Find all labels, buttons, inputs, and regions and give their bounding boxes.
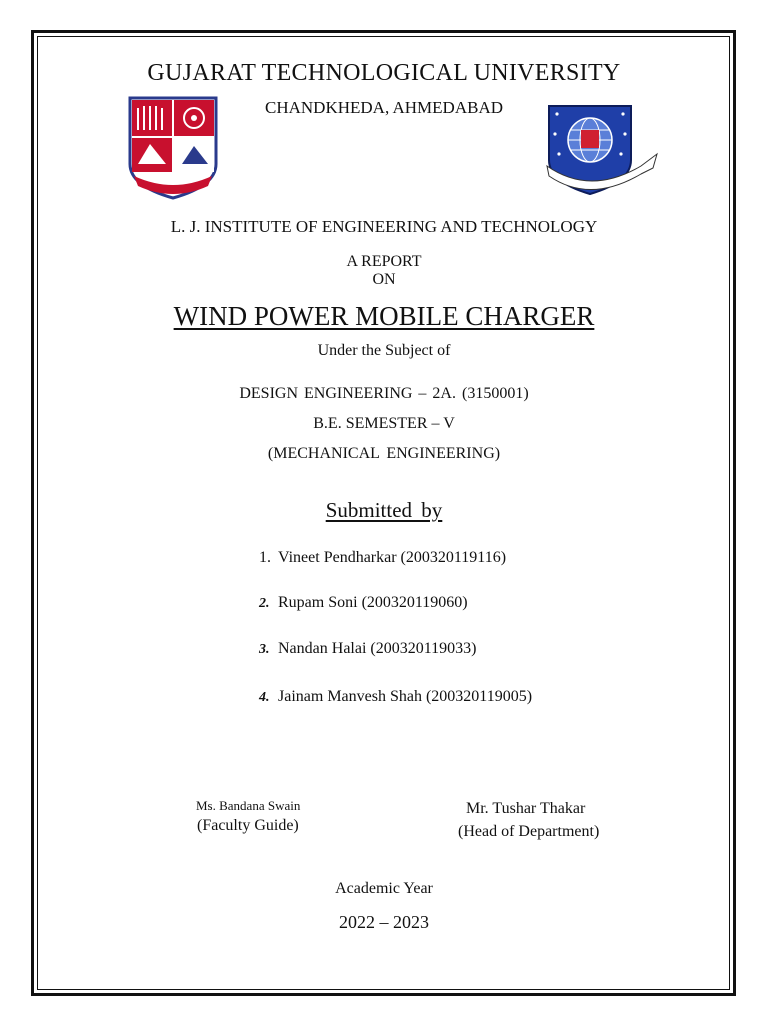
academic-year-value: 2022 – 2023 xyxy=(339,912,429,932)
member-item xyxy=(259,640,476,658)
submitted-by-heading xyxy=(0,498,768,523)
faculty-guide-name: Ms. Bandana Swain xyxy=(196,798,301,813)
member-item xyxy=(259,688,532,706)
member-number: 4. xyxy=(259,690,270,705)
member-name: Nandan Halai (200320119033) xyxy=(278,640,477,657)
report-title-text: WIND POWER MOBILE CHARGER xyxy=(173,301,595,331)
report-on-label: ON xyxy=(372,271,396,288)
member-item xyxy=(259,594,468,612)
member-name: Jainam Manvesh Shah (200320119005) xyxy=(278,688,533,705)
report-label: A REPORT xyxy=(346,253,422,270)
member-name: Rupam Soni (200320119060) xyxy=(278,594,468,611)
under-subject-label: Under the Subject of xyxy=(317,342,451,359)
institute-name: L. J. INSTITUTE OF ENGINEERING AND TECHNOLOGY xyxy=(170,217,598,236)
submitted-by-text: Submitted by xyxy=(325,498,443,522)
university-location: CHANDKHEDA, AHMEDABAD xyxy=(265,98,503,117)
ljiet-globe-logo-icon xyxy=(545,104,660,196)
academic-year-label: Academic Year xyxy=(335,880,433,897)
member-name: Vineet Pendharkar (200320119116) xyxy=(278,549,507,566)
member-number: 1. xyxy=(259,549,271,566)
branch-line: (MECHANICAL ENGINEERING) xyxy=(267,445,501,462)
member-number: 2. xyxy=(259,596,270,611)
university-name: GUJARAT TECHNOLOGICAL UNIVERSITY xyxy=(147,60,621,86)
gtu-shield-logo-icon xyxy=(124,94,222,200)
member-number: 3. xyxy=(259,642,270,657)
subject-line: DESIGN ENGINEERING – 2A. (3150001) xyxy=(239,385,529,402)
faculty-guide-role: (Faculty Guide) xyxy=(197,817,299,834)
hod-role: (Head of Department) xyxy=(458,823,600,840)
semester-line: B.E. SEMESTER – V xyxy=(313,415,455,432)
hod-name: Mr. Tushar Thakar xyxy=(466,800,586,817)
report-title xyxy=(0,301,768,332)
member-item xyxy=(259,549,506,567)
